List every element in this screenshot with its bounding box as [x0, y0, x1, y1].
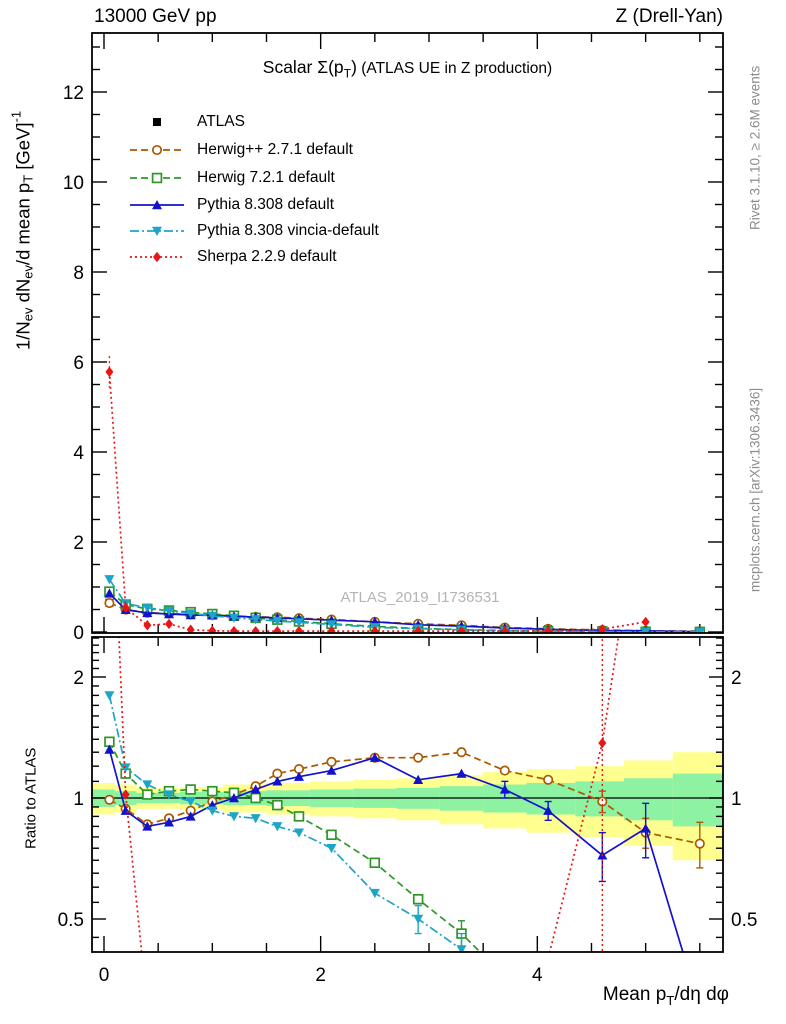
pythia-triangle-marker-icon [128, 196, 186, 214]
svg-text:0.5: 0.5 [731, 910, 758, 931]
mcplots-reference-note: mcplots.cern.ch [arXiv:1306.3436] [747, 387, 763, 593]
svg-text:0.5: 0.5 [57, 910, 84, 931]
analysis-id-watermark: ATLAS_2019_I1736531 [340, 589, 500, 606]
legend-item-pythia: Pythia 8.308 default [128, 195, 334, 215]
rivet-version-note: Rivet 3.1.10, ≥ 2.6M events [747, 65, 763, 231]
legend-item-sherpa: Sherpa 2.2.9 default [128, 247, 337, 267]
herwig7-square-marker-icon [128, 169, 186, 187]
svg-text:12: 12 [62, 83, 84, 104]
vincia-triangle-marker-icon [128, 222, 186, 240]
legend-item-herwig7: Herwig 7.2.1 default [128, 168, 335, 188]
header-beam-energy: 13000 GeV pp [94, 6, 217, 27]
sherpa-diamond-marker-icon [128, 248, 186, 266]
svg-text:8: 8 [73, 263, 84, 284]
plot-title: Scalar $\Sigma(p_T)$ (ATLAS UE in Z production) [262, 57, 553, 81]
svg-text:2: 2 [731, 668, 742, 689]
legend-item-atlas: ATLAS [128, 112, 245, 132]
svg-text:2: 2 [73, 533, 84, 554]
svg-text:10: 10 [62, 173, 84, 194]
legend-item-vincia: Pythia 8.308 vincia-default [128, 221, 379, 241]
svg-text:2: 2 [315, 965, 326, 986]
svg-text:4: 4 [73, 443, 84, 464]
atlas-square-marker-icon [128, 113, 186, 131]
svg-text:1: 1 [73, 789, 84, 810]
x-axis-label: Mean $p_T/d\eta$ dφ [602, 984, 729, 1008]
header-process: Z (Drell-Yan) [615, 6, 723, 27]
svg-text:2: 2 [73, 668, 84, 689]
svg-text:0: 0 [98, 965, 110, 986]
svg-text:1: 1 [731, 789, 742, 810]
y-axis-label-ratio: Ratio to ATLAS [22, 747, 40, 849]
legend-item-herwigpp: Herwig++ 2.7.1 default [128, 140, 353, 160]
herwigpp-circle-marker-icon [128, 141, 186, 159]
svg-text:4: 4 [532, 965, 543, 986]
y-axis-label-main: $1/N_{ev}$ $dN_{ev}/d$ mean $p_T$ [GeV]$^{-1}$ [8, 110, 36, 350]
svg-text:0: 0 [73, 623, 84, 644]
svg-text:6: 6 [73, 353, 84, 374]
